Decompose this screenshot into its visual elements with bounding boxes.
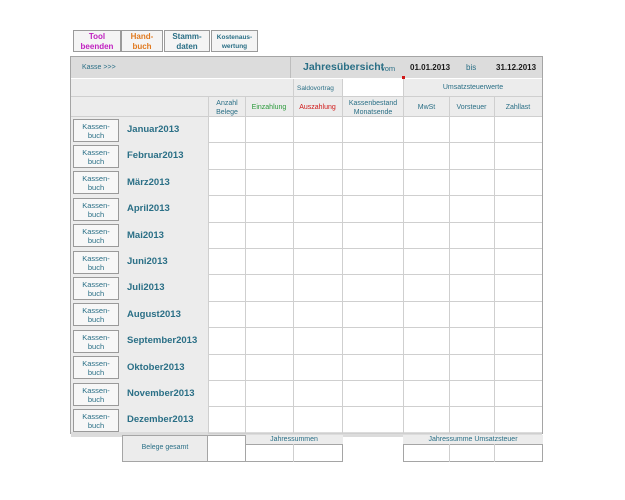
month-label: Dezember2013 [127, 414, 194, 426]
col-vorsteuer: Vorsteuer [456, 104, 487, 111]
month-label: August2013 [127, 308, 181, 320]
month-label: Januar2013 [127, 124, 180, 135]
row-divider [208, 274, 542, 275]
breadcrumb[interactable]: Kasse >>> [82, 64, 116, 71]
belege-gesamt-label: Belege gesamt [141, 444, 189, 451]
month-label: Oktober2013 [127, 361, 185, 373]
kassenbuch-button[interactable]: Kassen- buch [73, 198, 119, 221]
grid-line [71, 116, 542, 117]
saldovortrag-value[interactable] [342, 79, 404, 97]
kassenbuch-button[interactable]: Kassen- buch [73, 409, 119, 432]
row-divider [208, 169, 542, 170]
grid-line [71, 96, 542, 97]
col-anzahl-belege: Anzahl Belege [216, 100, 238, 116]
jahressummen-label: Jahressummen [270, 436, 318, 443]
row-divider [208, 380, 542, 381]
row-divider [208, 222, 542, 223]
row-divider [208, 301, 542, 302]
col-kassenbestand: Kassenbestand Monatsende [348, 100, 398, 116]
month-label: Mai2013 [127, 229, 164, 241]
handbuch-button[interactable]: Hand- buch [121, 30, 163, 52]
kassenbuch-button[interactable]: Kassen- buch [73, 145, 119, 168]
row-divider [208, 195, 542, 196]
grid-line [245, 97, 246, 433]
row-divider [208, 433, 542, 434]
month-label: November2013 [127, 388, 195, 399]
grid-line [449, 444, 450, 462]
bis-label: bis [466, 63, 477, 72]
kassenbuch-button[interactable]: Kassen- buch [73, 171, 119, 194]
grid-line [494, 97, 495, 433]
month-label: Juni2013 [127, 256, 168, 267]
vom-label: vom [381, 64, 396, 73]
grid-line [293, 444, 294, 462]
col-auszahlung: Auszahlung [299, 104, 336, 111]
grid-line [208, 97, 209, 433]
col-mwst: MwSt [417, 104, 436, 111]
kassenbuch-button[interactable]: Kassen- buch [73, 356, 119, 379]
date-to[interactable]: 31.12.2013 [496, 63, 537, 72]
kassenbuch-button[interactable]: Kassen- buch [73, 224, 119, 247]
row-divider [208, 248, 542, 249]
grid-line [449, 97, 450, 433]
month-label: März2013 [127, 176, 170, 188]
header-divider [290, 57, 291, 78]
row-divider [208, 354, 542, 355]
tool-beenden-button[interactable]: Tool beenden [73, 30, 121, 52]
month-label: Februar2013 [127, 150, 184, 162]
grid-line [494, 444, 495, 462]
row-divider [208, 406, 542, 407]
grid-line [245, 435, 246, 462]
kassenbuch-button[interactable]: Kassen- buch [73, 119, 119, 142]
kassenbuch-button[interactable]: Kassen- buch [73, 251, 119, 274]
month-label: April2013 [127, 203, 170, 215]
date-from[interactable]: 01.01.2013 [410, 63, 451, 72]
month-label: Juli2013 [127, 282, 165, 294]
kostenauswertung-button[interactable]: Kostenaus- wertung [211, 30, 258, 52]
kassenbuch-button[interactable]: Kassen- buch [73, 330, 119, 353]
kassenbuch-button[interactable]: Kassen- buch [73, 383, 119, 406]
col-einzahlung: Einzahlung [251, 104, 287, 111]
umsatzsteuerwerte-label: Umsatzsteuerwerte [442, 84, 504, 91]
jahressumme-ust-label: Jahressumme Umsatzsteuer [428, 436, 518, 443]
month-label: September2013 [127, 335, 198, 347]
saldovortrag-label: Saldovortrag [297, 85, 334, 92]
col-zahllast: Zahllast [505, 104, 531, 111]
page-title: Jahresübersicht [303, 61, 385, 73]
kassenbuch-button[interactable]: Kassen- buch [73, 277, 119, 300]
kassenbuch-button[interactable]: Kassen- buch [73, 303, 119, 326]
row-divider [208, 142, 542, 143]
row-divider [208, 327, 542, 328]
stammdaten-button[interactable]: Stamm- daten [164, 30, 210, 52]
